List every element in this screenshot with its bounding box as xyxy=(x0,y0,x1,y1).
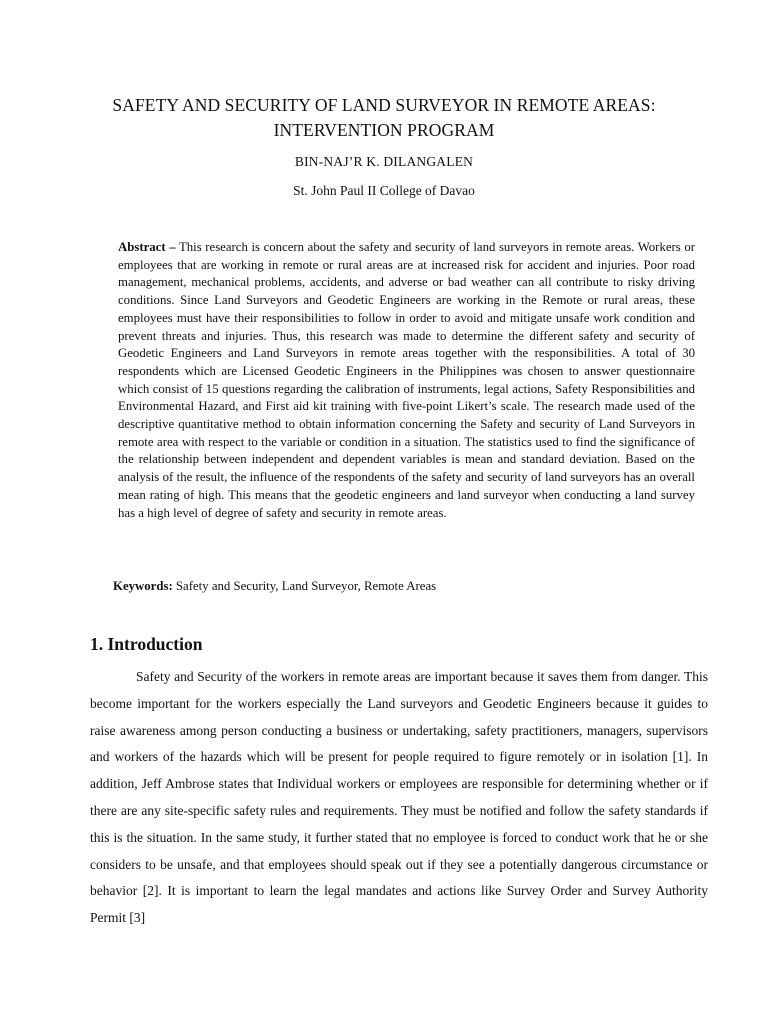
section-heading-introduction: 1. Introduction xyxy=(90,634,203,654)
abstract-paragraph xyxy=(118,239,695,522)
keywords-label: Keywords: xyxy=(113,579,173,593)
paper-title: SAFETY AND SECURITY OF LAND SURVEYOR IN REMOTE AREAS: INTERVENTION PROGRAM xyxy=(112,95,656,140)
introduction-paragraph: Safety and Security of the workers in remote areas are important because it saves them from danger. This become important for the workers especially the Land surveyors and Geodetic Engineers because it guides to raise awareness among person conducting a business or undertaking, safety practitioners, managers, supervisors and workers of the hazards which will be present for people required to figure remotely or in isolation [1]. In addition, Jeff Ambrose states that Individual workers or employees are responsible for determining whether or if there are any site-specific safety rules and requirements. They must be notified and follow the safety standards if this is the situation. In the same study, it further stated that no employee is forced to conduct work that he or she considers to be unsafe, and that employees should speak out if they see a potentially dangerous circumstance or behavior [2]. It is important to learn the legal mandates and actions like Survey Order and Survey Authority Permit [3] xyxy=(90,669,708,926)
author-name: BIN-NAJ’R K. DILANGALEN xyxy=(294,154,474,169)
abstract-label: Abstract – xyxy=(118,240,176,254)
author-affiliation: St. John Paul II College of Davao xyxy=(293,183,475,198)
keywords-text: Safety and Security, Land Surveyor, Remote Areas xyxy=(175,579,437,593)
keywords-line xyxy=(113,579,713,594)
abstract-text: This research is concern about the safety and security of land surveyors in remote areas. Workers or employees that are working in remote or rural areas are at increased risk for accident and injuries. Poor road management, mechanical problems, accidents, and adverse or bad weather can all contribute to risky driving conditions. Since Land Surveyors and Geodetic Engineers are working in the Remote or rural areas, these employees must have their responsibilities to follow in order to avoid and mitigate unsafe work condition and prevent threats and injuries. Thus, this research was made to determine the different safety and security of Geodetic Engineers and Land Surveyors in remote areas together with the responsibilities. A total of 30 respondents which are Licensed Geodetic Engineers in the Philippines was chosen to answer questionnaire which consist of 15 questions regarding the calibration of instruments, legal actions, Safety Responsibilities and Environmental Hazard, and First aid kit training with five-point Likert’s scale. The research made used of the descriptive quantitative method to obtain information concerning the Safety and security of Land Surveyors in remote area with respect to the variable or condition in a situation. The statistics used to find the significance of the relationship between independent and dependent variables is mean and standard deviation. Based on the analysis of the result, the influence of the respondents of the safety and security of land surveyors has an overall mean rating of high. This means that the geodetic engineers and land surveyor when conducting a land survey has a high level of degree of safety and security in remote areas. xyxy=(118,240,695,520)
